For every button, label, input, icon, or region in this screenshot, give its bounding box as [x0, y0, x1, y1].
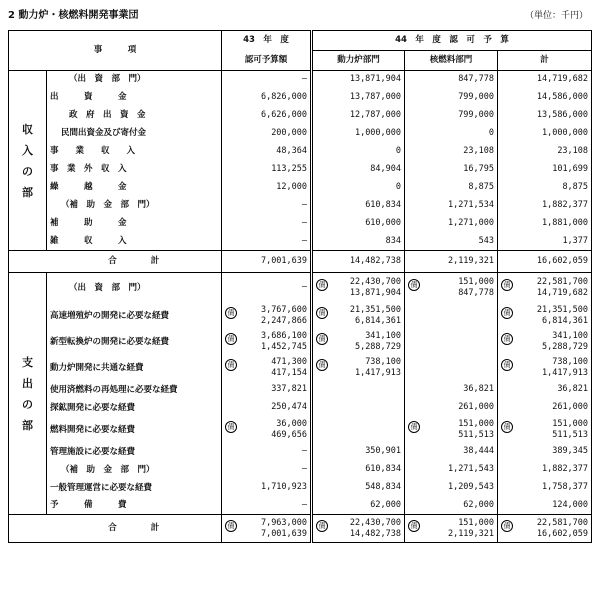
amount-line: 261,000: [458, 402, 495, 412]
header-fy44: 44 年 度 認 可 予 算: [312, 31, 592, 51]
value-fuel: [405, 381, 498, 399]
amount-line: 62,000: [463, 499, 495, 510]
value-total: 1,882,377: [498, 197, 592, 215]
value-reactor: 0: [312, 179, 405, 197]
expense-total-label: 合 計: [47, 515, 222, 543]
row-label: 管理施設に必要な経費: [50, 446, 136, 457]
bond-mark: 債: [408, 421, 420, 433]
value-fuel: [405, 355, 498, 381]
bond-mark: 債: [316, 520, 328, 532]
amount-line: 6,814,361: [541, 315, 589, 326]
table-row: [9, 399, 592, 417]
row-label: 補 助 金: [50, 218, 127, 228]
section-char: 部: [22, 185, 33, 199]
value-total: [498, 479, 592, 497]
row-label: 高速増殖炉の開発に必要な経費: [50, 310, 170, 321]
table-row: [9, 161, 592, 179]
value-fuel: 799,000: [405, 107, 498, 125]
expense-total-fy43-lines: [225, 518, 307, 540]
value-fuel-lines: [408, 500, 494, 511]
amount-line: 21,351,500: [536, 304, 589, 315]
bond-mark: 債: [225, 333, 237, 345]
bond-mark: 債: [316, 333, 328, 345]
row-label: （補 助 金 部 門）: [61, 200, 155, 210]
amount-line: 1,209,543: [447, 482, 495, 492]
value-fy43: 12,000: [222, 179, 312, 197]
amount-line: 417,154: [271, 367, 308, 378]
value-reactor-lines: [316, 305, 401, 327]
amount-line: 389,345: [552, 446, 589, 456]
value-reactor: [312, 443, 405, 461]
section-char: 支: [22, 355, 33, 369]
row-label: 新型転換炉の開発に必要な経費: [50, 336, 170, 347]
income-section-label: [9, 71, 47, 251]
value-total: [498, 443, 592, 461]
amount-line: 469,656: [271, 429, 308, 440]
value-fuel-lines: [408, 402, 494, 413]
value-reactor-lines: [316, 464, 401, 475]
value-fy43: [222, 497, 312, 515]
value-fy43: 200,000: [222, 125, 312, 143]
value-fuel: [405, 443, 498, 461]
amount-line: 124,000: [552, 499, 589, 510]
value-fuel-lines: [408, 446, 494, 457]
row-label: 使用済燃料の再処理に必要な経費: [50, 384, 178, 395]
amount-line: 511,513: [458, 429, 495, 440]
value-total: 8,875: [498, 179, 592, 197]
amount-line: 36,000: [276, 418, 308, 429]
bond-mark: 債: [501, 359, 513, 371]
value-total: [498, 329, 592, 355]
table-row: [9, 381, 592, 399]
value-fy43-lines: [225, 305, 307, 327]
row-label: （補 助 金 部 門）: [61, 464, 155, 475]
income-total-row: [9, 251, 592, 273]
value-total: 1,377: [498, 233, 592, 251]
expense-section-label: [9, 273, 47, 515]
value-reactor: [312, 417, 405, 443]
value-fy43: —: [222, 197, 312, 215]
bond-mark: 債: [501, 279, 513, 291]
value-fuel: 847,778: [405, 71, 498, 89]
value-fy43: [222, 273, 312, 303]
amount-line: 151,000: [458, 517, 495, 528]
row-label: 繰 越 金: [50, 182, 127, 192]
amount-line: 7,963,000: [260, 517, 308, 528]
bond-mark: 債: [408, 520, 420, 532]
value-fuel-lines: [408, 464, 494, 475]
value-total: [498, 497, 592, 515]
value-fuel-lines: [408, 482, 494, 493]
amount-line: 14,482,738: [349, 528, 402, 539]
value-reactor: [312, 381, 405, 399]
document-title: 2 動力炉・核燃料開発事業団: [8, 10, 139, 21]
value-total-lines: [501, 464, 588, 475]
total-spacer: [9, 515, 47, 543]
amount-line: 1,452,745: [260, 341, 308, 352]
value-reactor: [312, 461, 405, 479]
row-label: 探鉱開発に必要な経費: [50, 402, 136, 413]
amount-line: 7,001,639: [260, 528, 308, 539]
amount-line: 2,119,321: [447, 528, 495, 539]
value-fuel: 23,108: [405, 143, 498, 161]
value-fy43: [222, 329, 312, 355]
expense-total-fy43: [222, 515, 312, 543]
amount-line: 738,100: [365, 356, 402, 367]
value-reactor-lines: [316, 331, 401, 353]
bond-mark: 債: [501, 333, 513, 345]
value-reactor: 834: [312, 233, 405, 251]
row-label: 雑 収 入: [50, 235, 127, 246]
amount-line: 1,710,923: [260, 482, 308, 492]
section-char: 出: [22, 376, 33, 390]
income-section: [9, 71, 592, 273]
amount-line: 38,444: [463, 446, 495, 456]
value-total: 14,586,000: [498, 89, 592, 107]
value-total: [498, 273, 592, 303]
table-row: [9, 107, 592, 125]
value-total: [498, 461, 592, 479]
value-total: 14,719,682: [498, 71, 592, 89]
table-header: [9, 31, 592, 71]
bond-mark: 債: [316, 279, 328, 291]
amount-line: 250,474: [271, 402, 308, 412]
value-total: [498, 355, 592, 381]
value-fy43: [222, 381, 312, 399]
value-fy43: —: [222, 215, 312, 233]
bond-mark: 債: [501, 421, 513, 433]
amount-line: 350,901: [365, 446, 402, 456]
amount-line: 1,882,377: [541, 464, 589, 474]
amount-line: —: [301, 446, 308, 456]
amount-line: —: [301, 464, 308, 474]
amount-line: 5,288,729: [541, 341, 589, 352]
value-fuel: [405, 417, 498, 443]
value-fy43: 6,626,000: [222, 107, 312, 125]
income-total-reactor: 14,482,738: [312, 251, 405, 273]
value-reactor: 0: [312, 143, 405, 161]
amount-line: 22,581,700: [536, 276, 589, 287]
amount-line: 3,686,100: [260, 330, 308, 341]
amount-line: 738,100: [552, 356, 589, 367]
budget-table: [8, 30, 592, 543]
value-fuel-lines: [408, 277, 494, 299]
unit-label: （単位：千円）: [524, 11, 588, 21]
amount-line: 610,834: [365, 464, 402, 474]
value-total-lines: [501, 384, 588, 395]
amount-line: 2,247,866: [260, 315, 308, 326]
amount-line: 3,767,600: [260, 304, 308, 315]
income-total-total: 16,602,059: [498, 251, 592, 273]
section-char: の: [22, 397, 33, 411]
value-fy43-lines: [225, 446, 307, 457]
table-row: [9, 179, 592, 197]
bond-mark: 債: [225, 359, 237, 371]
value-reactor: 12,787,000: [312, 107, 405, 125]
table-row: [9, 197, 592, 215]
row-label: （出 資 部 門）: [69, 74, 146, 85]
bond-mark: 債: [225, 421, 237, 433]
value-fy43: 48,364: [222, 143, 312, 161]
amount-line: —: [301, 282, 308, 293]
value-fy43: [222, 399, 312, 417]
row-label: 事 業 収 入: [50, 146, 136, 156]
value-total: 13,586,000: [498, 107, 592, 125]
header-item: 事 項: [9, 31, 222, 71]
value-fuel: 1,271,000: [405, 215, 498, 233]
table-row: [9, 355, 592, 381]
value-fuel-lines: [408, 419, 494, 441]
value-reactor: 1,000,000: [312, 125, 405, 143]
value-fy43: 113,255: [222, 161, 312, 179]
value-total-lines: [501, 277, 588, 299]
table-row: [9, 443, 592, 461]
value-reactor-lines: [316, 357, 401, 379]
value-reactor: [312, 479, 405, 497]
header-fuel-division: 核燃料部門: [405, 51, 498, 71]
value-total-lines: [501, 446, 588, 457]
value-total: [498, 417, 592, 443]
value-fuel: 543: [405, 233, 498, 251]
amount-line: 341,100: [552, 330, 589, 341]
row-label: 一般管理運営に必要な経費: [50, 482, 153, 493]
bond-mark: 債: [501, 307, 513, 319]
amount-line: 36,821: [463, 384, 495, 394]
value-reactor-lines: [316, 500, 401, 511]
value-total-lines: [501, 305, 588, 327]
value-total: 101,699: [498, 161, 592, 179]
value-reactor-lines: [316, 277, 401, 299]
value-total-lines: [501, 357, 588, 379]
header-fy43: 43 年 度: [222, 31, 312, 51]
expense-total-total: [498, 515, 592, 543]
total-spacer: [9, 251, 47, 273]
value-total-lines: [501, 402, 588, 413]
value-reactor: [312, 497, 405, 515]
value-fuel: [405, 461, 498, 479]
expense-total-reactor-lines: [316, 518, 401, 540]
amount-line: 16,602,059: [536, 528, 589, 539]
value-fuel: [405, 399, 498, 417]
value-reactor: [312, 303, 405, 329]
value-total: 23,108: [498, 143, 592, 161]
row-label: 民間出資金及び寄付金: [61, 128, 147, 138]
amount-line: 21,351,500: [349, 304, 402, 315]
value-fy43-lines: [225, 419, 307, 441]
value-fy43: —: [222, 71, 312, 89]
amount-line: 151,000: [458, 418, 495, 429]
value-fy43-lines: [225, 282, 307, 293]
amount-line: 22,581,700: [536, 517, 589, 528]
value-total-lines: [501, 500, 588, 511]
value-total: [498, 303, 592, 329]
amount-line: 6,814,361: [354, 315, 402, 326]
value-total: [498, 399, 592, 417]
table-row: [9, 303, 592, 329]
value-reactor-lines: [316, 482, 401, 493]
bond-mark: 債: [501, 520, 513, 532]
amount-line: 1,758,377: [541, 482, 589, 492]
amount-line: 13,871,904: [349, 287, 402, 298]
row-label: （出 資 部 門）: [69, 282, 146, 293]
value-fy43: —: [222, 233, 312, 251]
value-reactor: [312, 399, 405, 417]
value-reactor: [312, 329, 405, 355]
value-fuel: 16,795: [405, 161, 498, 179]
table-row: [9, 479, 592, 497]
value-fy43-lines: [225, 464, 307, 475]
value-total-lines: [501, 331, 588, 353]
value-fuel: [405, 303, 498, 329]
income-total-label: 合 計: [47, 251, 222, 273]
section-char: の: [22, 164, 33, 178]
bond-mark: 債: [225, 307, 237, 319]
value-fuel: [405, 273, 498, 303]
income-total-fuel: 2,119,321: [405, 251, 498, 273]
value-fuel: [405, 329, 498, 355]
amount-line: 548,834: [365, 482, 402, 492]
value-fy43-lines: [225, 384, 307, 395]
value-fy43-lines: [225, 500, 307, 511]
table-row: [9, 461, 592, 479]
value-fy43-lines: [225, 402, 307, 413]
amount-line: 1,417,913: [354, 367, 402, 378]
table-row: [9, 143, 592, 161]
row-label: 燃料開発に必要な経費: [50, 424, 136, 435]
section-char: 入: [22, 143, 33, 157]
value-fy43: [222, 417, 312, 443]
section-char: 収: [22, 122, 33, 136]
expense-section: [9, 273, 592, 543]
table-row: [9, 417, 592, 443]
table-row: [9, 215, 592, 233]
income-total-fy43: 7,001,639: [222, 251, 312, 273]
header-reactor-division: 動力炉部門: [312, 51, 405, 71]
bond-mark: 債: [225, 520, 237, 532]
value-total: 1,881,000: [498, 215, 592, 233]
bond-mark: 債: [316, 359, 328, 371]
amount-line: 22,430,700: [349, 517, 402, 528]
value-fy43: [222, 461, 312, 479]
expense-total-row: [9, 515, 592, 543]
value-fuel: 799,000: [405, 89, 498, 107]
expense-total-fuel: [405, 515, 498, 543]
amount-line: 151,000: [552, 418, 589, 429]
value-reactor: 610,834: [312, 197, 405, 215]
value-fy43: 6,826,000: [222, 89, 312, 107]
value-fy43: [222, 355, 312, 381]
amount-line: 847,778: [458, 287, 495, 298]
value-reactor-lines: [316, 446, 401, 457]
value-fuel: [405, 479, 498, 497]
value-total: 1,000,000: [498, 125, 592, 143]
value-reactor: [312, 273, 405, 303]
amount-line: 1,417,913: [541, 367, 589, 378]
value-total-lines: [501, 482, 588, 493]
amount-line: 62,000: [370, 499, 402, 510]
bond-mark: 債: [316, 307, 328, 319]
value-total-lines: [501, 419, 588, 441]
table-row: [9, 329, 592, 355]
section-char: 部: [22, 418, 33, 432]
table-row: [9, 71, 592, 89]
table-row: [9, 233, 592, 251]
amount-line: 261,000: [552, 402, 589, 412]
value-fy43-lines: [225, 357, 307, 379]
row-label: 政 府 出 資 金: [69, 110, 146, 120]
header-fy43-approved: 認可予算額: [222, 51, 312, 71]
value-reactor: [312, 355, 405, 381]
row-label: 動力炉開発に共通な経費: [50, 362, 144, 373]
value-reactor: 13,871,904: [312, 71, 405, 89]
expense-total-fuel-lines: [408, 518, 494, 540]
value-fuel: 8,875: [405, 179, 498, 197]
value-fuel: 0: [405, 125, 498, 143]
amount-line: 511,513: [552, 429, 589, 440]
table-row: [9, 273, 592, 303]
value-fy43: [222, 443, 312, 461]
bond-mark: 債: [408, 279, 420, 291]
row-label: 出 資 金: [50, 92, 127, 102]
value-reactor: 84,904: [312, 161, 405, 179]
amount-line: 14,719,682: [536, 287, 589, 298]
row-label: 事 業 外 収 入: [50, 164, 127, 174]
amount-line: 36,821: [557, 384, 589, 394]
value-total: [498, 381, 592, 399]
value-fy43: [222, 303, 312, 329]
amount-line: 22,430,700: [349, 276, 402, 287]
value-fy43: [222, 479, 312, 497]
value-fy43-lines: [225, 482, 307, 493]
header-total: 計: [498, 51, 592, 71]
row-label: 予 備 費: [50, 500, 127, 511]
amount-line: 5,288,729: [354, 341, 402, 352]
expense-total-total-lines: [501, 518, 588, 540]
value-fuel-lines: [408, 384, 494, 395]
value-fuel: [405, 497, 498, 515]
table-row: [9, 89, 592, 107]
value-reactor: 610,000: [312, 215, 405, 233]
value-fy43-lines: [225, 331, 307, 353]
amount-line: —: [301, 499, 308, 510]
table-row: [9, 125, 592, 143]
expense-total-reactor: [312, 515, 405, 543]
amount-line: 1,271,543: [447, 464, 495, 474]
value-reactor: 13,787,000: [312, 89, 405, 107]
table-row: [9, 497, 592, 515]
amount-line: 337,821: [271, 384, 308, 394]
value-fuel: 1,271,534: [405, 197, 498, 215]
amount-line: 151,000: [458, 276, 495, 287]
amount-line: 341,100: [365, 330, 402, 341]
amount-line: 471,300: [271, 356, 308, 367]
